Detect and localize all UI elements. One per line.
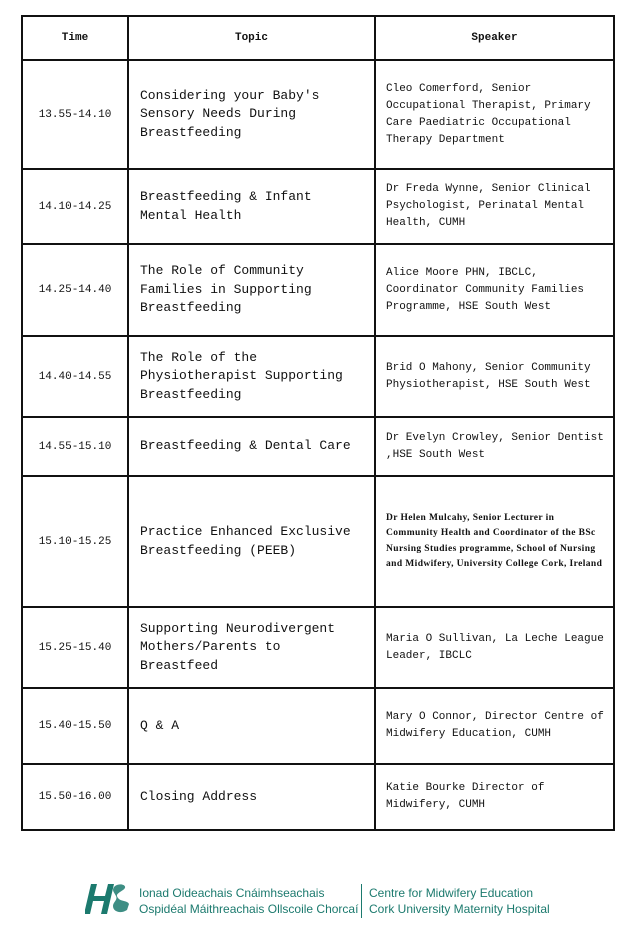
- irish-line-1: Ionad Oideachais Cnáimhseachais: [139, 886, 325, 900]
- speaker-cell: Dr Evelyn Crowley, Senior Dentist ,HSE South West: [375, 417, 614, 476]
- table-row: [22, 244, 614, 336]
- time-cell: 15.50-16.00: [22, 764, 128, 830]
- speaker-cell: Mary O Connor, Director Centre of Midwifery Education, CUMH: [375, 688, 614, 764]
- table-row: [22, 336, 614, 417]
- topic-cell: Breastfeeding & Dental Care: [128, 417, 375, 476]
- agenda-table: [21, 15, 615, 831]
- topic-cell: Considering your Baby's Sensory Needs During Breastfeeding: [128, 60, 375, 169]
- time-cell: 15.40-15.50: [22, 688, 128, 764]
- header-speaker: Speaker: [375, 16, 614, 60]
- topic-cell: Breastfeeding & Infant Mental Health: [128, 169, 375, 244]
- topic-cell: Closing Address: [128, 764, 375, 830]
- table-row: [22, 764, 614, 830]
- header-topic: Topic: [128, 16, 375, 60]
- english-name: [369, 885, 550, 917]
- table-row: [22, 417, 614, 476]
- english-line-2: Cork University Maternity Hospital: [369, 902, 550, 916]
- table-row: [22, 476, 614, 607]
- header-time: Time: [22, 16, 128, 60]
- time-cell: 14.10-14.25: [22, 169, 128, 244]
- speaker-cell: Dr Freda Wynne, Senior Clinical Psychologist, Perinatal Mental Health, CUMH: [375, 169, 614, 244]
- table-row: [22, 60, 614, 169]
- speaker-cell: Dr Helen Mulcahy, Senior Lecturer in Community Health and Coordinator of the BSc Nursing Studies programme, School of Nursing and Midwifery, University College Cork, Ireland: [375, 476, 614, 607]
- table-row: [22, 607, 614, 688]
- speaker-cell: Cleo Comerford, Senior Occupational Therapist, Primary Care Paediatric Occupational Therapy Department: [375, 60, 614, 169]
- irish-name: [139, 885, 358, 917]
- time-cell: 14.55-15.10: [22, 417, 128, 476]
- topic-cell: Practice Enhanced Exclusive Breastfeeding (PEEB): [128, 476, 375, 607]
- time-cell: 15.25-15.40: [22, 607, 128, 688]
- time-cell: 14.25-14.40: [22, 244, 128, 336]
- table-row: [22, 688, 614, 764]
- speaker-cell: Brid O Mahony, Senior Community Physiotherapist, HSE South West: [375, 336, 614, 417]
- topic-cell: The Role of the Physiotherapist Supporting Breastfeeding: [128, 336, 375, 417]
- table-row: [22, 169, 614, 244]
- topic-cell: Q & A: [128, 688, 375, 764]
- time-cell: 14.40-14.55: [22, 336, 128, 417]
- speaker-cell: Alice Moore PHN, IBCLC, Coordinator Community Families Programme, HSE South West: [375, 244, 614, 336]
- irish-line-2: Ospidéal Máithreachais Ollscoile Chorcaí: [139, 902, 359, 916]
- footer-divider: [361, 884, 362, 918]
- time-cell: 15.10-15.25: [22, 476, 128, 607]
- footer-logo-bar: [85, 878, 565, 922]
- topic-cell: Supporting Neurodivergent Mothers/Parents to Breastfeed: [128, 607, 375, 688]
- hse-logo-icon: [85, 880, 129, 918]
- speaker-cell: Maria O Sullivan, La Leche League Leader, IBCLC: [375, 607, 614, 688]
- time-cell: 13.55-14.10: [22, 60, 128, 169]
- speaker-cell: Katie Bourke Director of Midwifery, CUMH: [375, 764, 614, 830]
- english-line-1: Centre for Midwifery Education: [369, 886, 534, 900]
- topic-cell: The Role of Community Families in Supporting Breastfeeding: [128, 244, 375, 336]
- table-header-row: [22, 16, 614, 60]
